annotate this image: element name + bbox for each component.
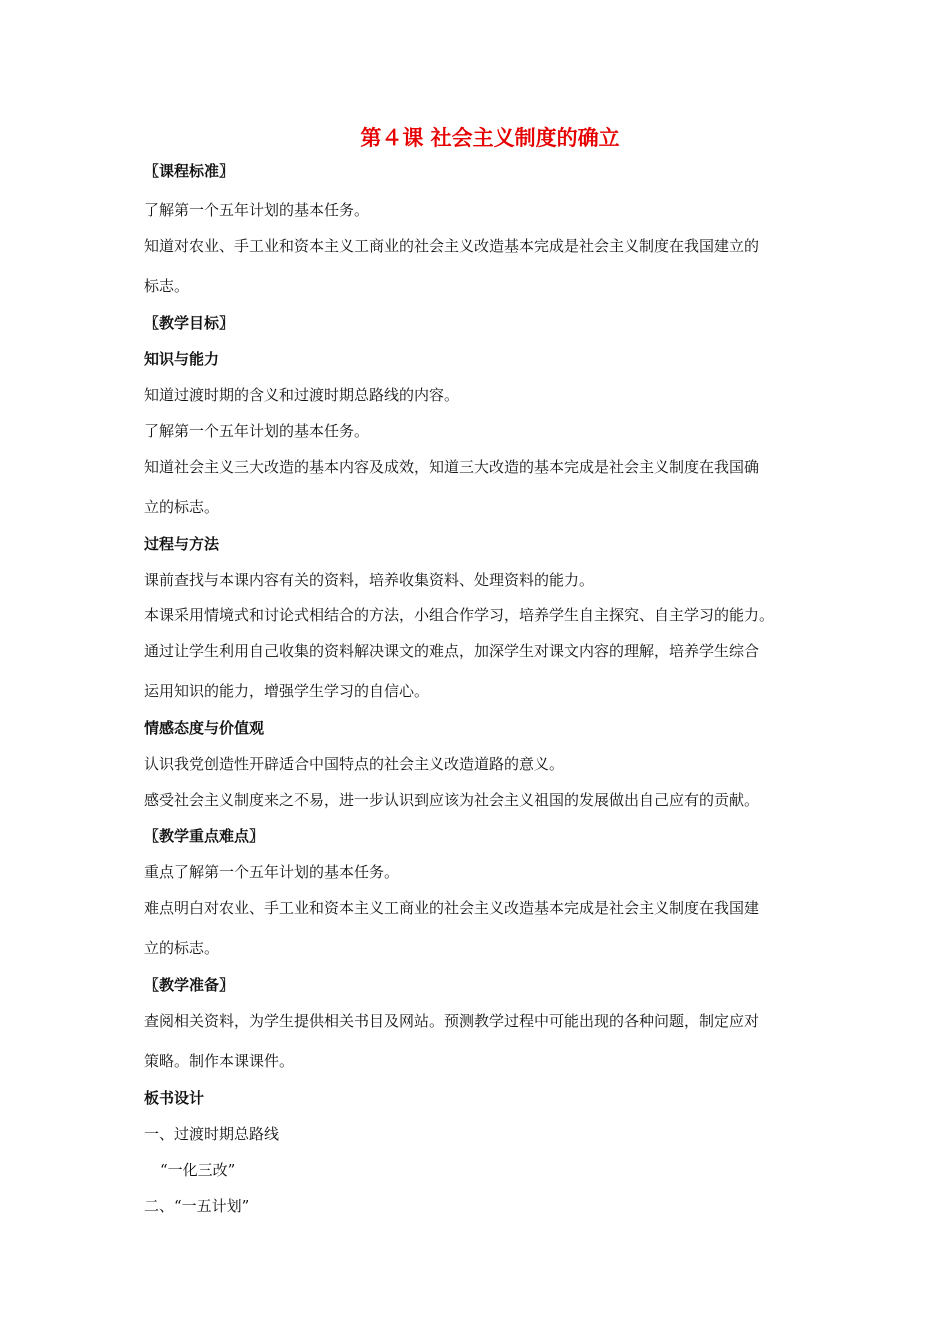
section-heading-teaching-goals: 〖教学目标〗 <box>144 314 235 332</box>
outline-item: 二、“一五计划” <box>144 1197 250 1215</box>
paragraph-line: 感受社会主义制度来之不易，进一步认识到应该为社会主义祖国的发展做出自己应有的贡献。 <box>144 791 760 809</box>
paragraph-line: 运用知识的能力，增强学生学习的自信心。 <box>144 682 430 700</box>
subheading-board-design: 板书设计 <box>144 1089 205 1107</box>
paragraph-line: 难点明白对农业、手工业和资本主义工商业的社会主义改造基本完成是社会主义制度在我国建 <box>144 899 760 917</box>
paragraph-line: 查阅相关资料，为学生提供相关书目及网站。预测教学过程中可能出现的各种问题，制定应对 <box>144 1012 760 1030</box>
outline-subitem: “一化三改” <box>160 1161 236 1179</box>
section-heading-key-points: 〖教学重点难点〗 <box>144 827 265 845</box>
paragraph-line: 知道过渡时期的含义和过渡时期总路线的内容。 <box>144 386 460 404</box>
section-heading-preparation: 〖教学准备〗 <box>144 976 235 994</box>
paragraph-line: 通过让学生利用自己收集的资料解决课文的难点，加深学生对课文内容的理解，培养学生综合 <box>144 642 760 660</box>
paragraph-line: 课前查找与本课内容有关的资料，培养收集资料、处理资料的能力。 <box>144 571 595 589</box>
paragraph-line: 知道对农业、手工业和资本主义工商业的社会主义改造基本完成是社会主义制度在我国建立的 <box>144 237 760 255</box>
paragraph-line: 策略。制作本课课件。 <box>144 1052 295 1070</box>
paragraph-line: 重点了解第一个五年计划的基本任务。 <box>144 863 400 881</box>
paragraph-line: 标志。 <box>144 277 190 295</box>
paragraph-line: 知道社会主义三大改造的基本内容及成效，知道三大改造的基本完成是社会主义制度在我国确 <box>144 458 760 476</box>
paragraph-line: 了解第一个五年计划的基本任务。 <box>144 201 370 219</box>
subheading-emotion-values: 情感态度与价值观 <box>144 719 265 737</box>
paragraph-line: 了解第一个五年计划的基本任务。 <box>144 422 370 440</box>
paragraph-line: 认识我党创造性开辟适合中国特点的社会主义改造道路的意义。 <box>144 755 565 773</box>
section-heading-curriculum-standard: 〖课程标准〗 <box>144 162 235 180</box>
outline-item: 一、过渡时期总路线 <box>144 1125 280 1143</box>
paragraph-line: 立的标志。 <box>144 498 220 516</box>
paragraph-line: 立的标志。 <box>144 939 220 957</box>
lesson-title: 第４课 社会主义制度的确立 <box>360 126 620 150</box>
subheading-process-method: 过程与方法 <box>144 535 220 553</box>
paragraph-line: 本课采用情境式和讨论式相结合的方法，小组合作学习，培养学生自主探究、自主学习的能力。 <box>144 606 775 624</box>
subheading-knowledge-ability: 知识与能力 <box>144 350 220 368</box>
